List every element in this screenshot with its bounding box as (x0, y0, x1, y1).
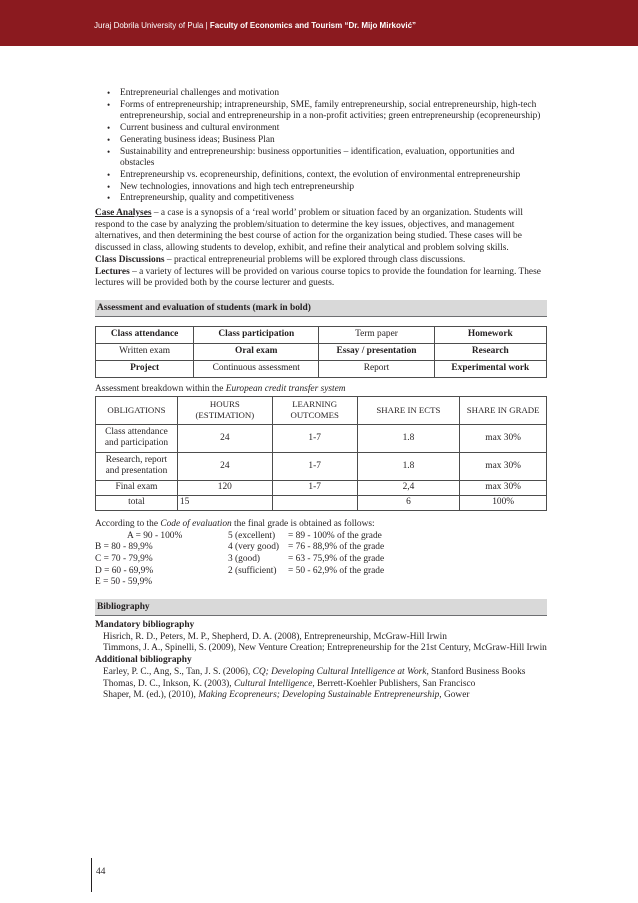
table-cell: max 30% (460, 452, 547, 480)
entry-text: , Gower (439, 690, 470, 701)
page-content (95, 88, 547, 702)
table-row (96, 424, 547, 452)
table-row (96, 495, 547, 510)
grading-row (95, 554, 547, 566)
entry-text: Timmons, J. A., Spinelli, S. (2009), New Venture Creation; Entrepreneurship for the 21st Century, McGraw-Hill Irwin (103, 643, 547, 654)
grade-range: D = 60 - 69,9% (95, 565, 154, 576)
table-cell: 1-7 (272, 480, 357, 495)
breakdown-caption (95, 382, 547, 396)
grade-share: = 63 - 75,9% of the grade (288, 554, 385, 565)
entry-text: Hisrich, R. D., Peters, M. P., Shepherd, D. A. (2008), Entrepreneurship, McGraw-Hill Irwin (103, 631, 447, 642)
table-cell: 15 (177, 495, 272, 510)
topics-list (95, 88, 547, 205)
bibliography-entry (95, 632, 547, 644)
breakdown-intro-em: European credit transfer system (225, 383, 346, 394)
list-item: • Entrepreneurship vs. ecopreneurship, definitions, context, the evolution of environmental entrepreneurship (95, 170, 547, 182)
table-cell: max 30% (460, 480, 547, 495)
column-header: SHARE IN GRADE (460, 396, 547, 424)
table-cell: Experimental work (434, 360, 546, 377)
running-header (94, 21, 416, 30)
table-cell: Class participation (194, 326, 319, 343)
table-header-row (96, 396, 547, 424)
column-header: OBLIGATIONS (96, 396, 178, 424)
entry-text: Shaper, M. (ed.), (2010), (103, 690, 199, 701)
table-cell: 1-7 (272, 452, 357, 480)
assessment-table (95, 326, 547, 378)
bibliography-entry (95, 667, 547, 679)
table-cell: Project (96, 360, 194, 377)
grading-row (95, 542, 547, 554)
entry-title: Cultural Intelligence (233, 678, 313, 689)
footer-rule (91, 858, 92, 892)
grade-range: E = 50 - 59,9% (95, 577, 153, 588)
list-item: • Forms of entrepreneurship; intrapreneurship, SME, family entrepreneurship, social entrepreneurship, high-tech entrepreneurship, social and entrepreneurship in a non-profit activities; green entrepreneurship (ecopreneurship) (95, 100, 547, 123)
list-item: • Entrepreneurship, quality and competitiveness (95, 193, 547, 205)
table-cell (272, 495, 357, 510)
table-row (96, 480, 547, 495)
table-cell: Written exam (96, 343, 194, 360)
column-header: SHARE IN ECTS (357, 396, 460, 424)
entry-text: , Stanford Business Books (426, 666, 526, 677)
case-analyses-paragraph (95, 208, 547, 255)
bibliography-section-title: Bibliography (95, 599, 547, 616)
table-cell: 1.8 (357, 452, 460, 480)
table-cell: Essay / presentation (319, 343, 434, 360)
table-cell: Term paper (319, 326, 434, 343)
entry-text: Earley, P. C., Ang, S., Tan, J. S. (2006), (103, 666, 253, 677)
class-discussions-paragraph (95, 255, 547, 267)
table-row (96, 452, 547, 480)
case-analyses-label: Case Analyses (95, 208, 152, 219)
breakdown-intro: Assessment breakdown within the (95, 383, 226, 394)
grading-row (95, 531, 547, 543)
lectures-text: – a variety of lectures will be provided on various course topics to provide the foundation for learning. These lectures will be provided both by the course lecturer and guests. (95, 266, 541, 289)
grade-mark: 3 (good) (228, 554, 261, 565)
grading-intro-em: Code of evaluation (160, 518, 232, 529)
lectures-label: Lectures (95, 266, 130, 277)
table-cell: total (96, 495, 178, 510)
table-cell: Oral exam (194, 343, 319, 360)
class-discussions-text: – practical entrepreneurial problems will be explored through class discussions. (164, 254, 466, 265)
table-row (96, 360, 547, 377)
list-item: • Entrepreneurial challenges and motivation (95, 88, 547, 100)
grade-mark: 2 (sufficient) (228, 565, 277, 576)
bibliography-entry (95, 679, 547, 691)
entry-title: Making Ecopreneurs; Developing Sustainable Entrepreneurship (198, 690, 440, 701)
header-faculty: Faculty of Economics and Tourism “Dr. Mijo Mirković” (209, 21, 417, 30)
list-item: • Generating business ideas; Business Plan (95, 135, 547, 147)
table-cell: Class attendance and participation (96, 424, 178, 452)
additional-bibliography-heading: Additional bibliography (95, 655, 192, 666)
case-analyses-text: – a case is a synopsis of a ‘real world’ problem or situation faced by an organization. Students will respond to the case by analyzing the problem/situation to determine the key issues, objectives, and management alternatives, and then determining the best course of action for the organization being studied. These cases will be discussed in class, allowing students to develop, exhibit, and refine their analytical and problem solving skills. (95, 208, 523, 254)
table-cell: 100% (460, 495, 547, 510)
table-cell: Final exam (96, 480, 178, 495)
grade-range: C = 70 - 79,9% (95, 554, 153, 565)
grade-mark: 5 (excellent) (228, 530, 276, 541)
table-cell: Class attendance (96, 326, 194, 343)
table-cell: Research, report and presentation (96, 452, 178, 480)
assessment-section-title: Assessment and evaluation of students (mark in bold) (95, 300, 547, 317)
table-cell: 120 (177, 480, 272, 495)
list-item: • New technologies, innovations and high tech entrepreneurship (95, 182, 547, 194)
table-cell: Continuous assessment (194, 360, 319, 377)
grading-row (95, 566, 547, 578)
table-cell: 1.8 (357, 424, 460, 452)
table-cell: 24 (177, 452, 272, 480)
lectures-paragraph (95, 267, 547, 290)
grade-mark: 4 (very good) (228, 542, 280, 553)
grade-share: = 50 - 62,9% of the grade (288, 565, 385, 576)
column-header: HOURS (ESTIMATION) (177, 396, 272, 424)
table-cell: 1-7 (272, 424, 357, 452)
table-cell: 24 (177, 424, 272, 452)
grading-intro (95, 519, 547, 531)
list-item: • Current business and cultural environment (95, 123, 547, 135)
table-row (96, 343, 547, 360)
header-university: Juraj Dobrila University of Pula | (94, 21, 210, 30)
grade-share: = 76 - 88,9% of the grade (288, 542, 385, 553)
class-discussions-label: Class Discussions (95, 254, 165, 265)
grading-intro-text: According to the (95, 518, 161, 529)
bibliography-entry (95, 690, 547, 702)
grading-intro-text: the final grade is obtained as follows: (231, 518, 375, 529)
entry-text: , Berrett-Koehler Publishers, San Francisco (312, 678, 476, 689)
grade-share: = 89 - 100% of the grade (288, 530, 382, 541)
column-header: LEARNING OUTCOMES (272, 396, 357, 424)
table-cell: 6 (357, 495, 460, 510)
mandatory-bibliography-heading: Mandatory bibliography (95, 620, 195, 631)
entry-title: CQ; Developing Cultural Intelligence at Work (252, 666, 427, 677)
table-cell: Report (319, 360, 434, 377)
table-cell: 2,4 (357, 480, 460, 495)
bibliography (95, 620, 547, 702)
table-cell: Research (434, 343, 546, 360)
grading-scale (95, 519, 547, 589)
page-number: 44 (96, 867, 106, 877)
table-row (96, 326, 547, 343)
table-cell: max 30% (460, 424, 547, 452)
bibliography-entry (95, 643, 547, 655)
table-cell: Homework (434, 326, 546, 343)
entry-text: Thomas, D. C., Inkson, K. (2003), (103, 678, 234, 689)
grading-row (95, 577, 547, 589)
grade-range: B = 80 - 89,9% (95, 542, 153, 553)
grade-range: A = 90 - 100% (127, 530, 183, 541)
ects-breakdown-table (95, 396, 547, 511)
list-item: • Sustainability and entrepreneurship: business opportunities – identification, evaluation, opportunities and obstacles (95, 147, 547, 170)
